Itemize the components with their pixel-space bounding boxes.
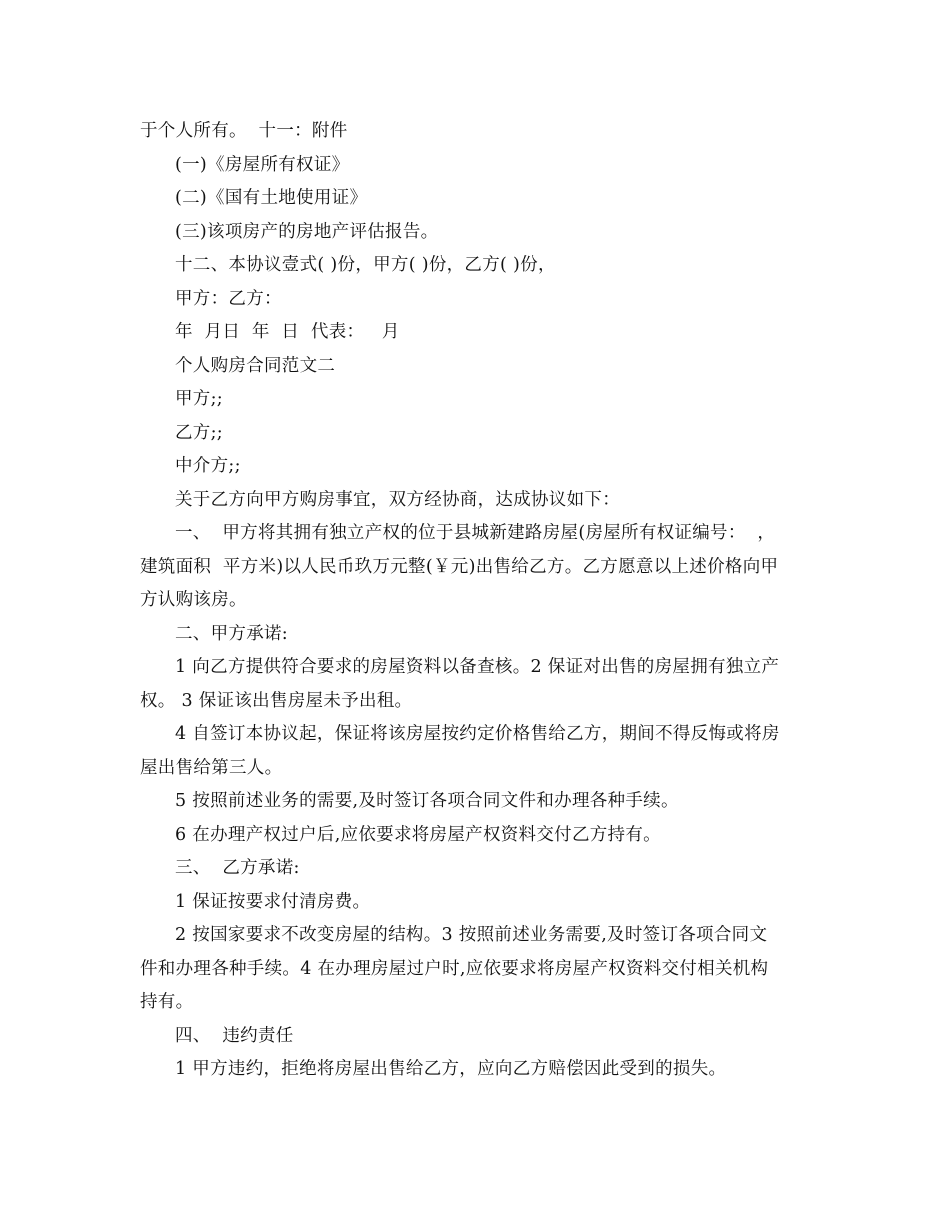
text-line: 个人购房合同范文二 <box>175 355 336 376</box>
text-line: (二)《国有土地使用证》 <box>175 188 368 208</box>
text-line: 1 向乙方提供符合要求的房屋资料以备查核。2 保证对出售的房屋拥有独立产 <box>175 657 780 677</box>
text-line: 屋出售给第三人。 <box>140 757 283 778</box>
text-line: 于个人所有。 十一：附件 <box>140 121 348 141</box>
text-line: (一)《房屋所有权证》 <box>175 154 350 175</box>
text-line: 件和办理各种手续。4 在办理房屋过户时,应依要求将房屋产权资料交付相关机构 <box>140 958 769 979</box>
text-line: 年 月日 年 日 代表： 月 <box>175 322 400 342</box>
text-line: 甲方：乙方： <box>175 288 282 309</box>
text-line: (三)该项房产的房地产评估报告。 <box>175 221 439 242</box>
text-line: 4 自签订本协议起，保证将该房屋按约定价格售给乙方，期间不得反悔或将房 <box>175 724 780 744</box>
text-line: 乙方;; <box>175 422 223 443</box>
text-line: 5 按照前述业务的需要,及时签订各项合同文件和办理各种手续。 <box>175 791 679 811</box>
text-line: 6 在办理产权过户后,应依要求将房屋产权资料交付乙方持有。 <box>175 824 661 845</box>
text-line: 方认购该房。 <box>140 590 247 610</box>
text-line: 2 按国家要求不改变房屋的结构。3 按照前述业务需要,及时签订各项合同文 <box>175 925 768 945</box>
text-line: 建筑面积 平方米)以人民币玖万元整(￥元)出售给乙方。乙方愿意以上述价格向甲 <box>140 556 779 577</box>
text-line: 权。 3 保证该出售房屋未予出租。 <box>140 690 413 711</box>
text-line: 甲方;; <box>175 389 223 409</box>
text-line: 持有。 <box>140 992 194 1012</box>
text-line: 关于乙方向甲方购房事宜，双方经协商，达成协议如下： <box>175 489 620 510</box>
text-line: 1 甲方违约，拒绝将房屋出售给乙方，应向乙方赔偿因此受到的损失。 <box>175 1059 727 1079</box>
text-line: 一、 甲方将其拥有独立产权的位于县城新建路房屋(房屋所有权证编号： ， <box>175 523 776 543</box>
text-line: 三、 乙方承诺: <box>175 858 300 878</box>
text-line: 十二、本协议壹式( )份，甲方( )份，乙方( )份， <box>175 255 556 275</box>
document-body <box>140 115 815 1087</box>
text-line: 1 保证按要求付清房费。 <box>175 891 371 912</box>
text-line: 中介方;; <box>175 456 241 476</box>
text-line: 二、甲方承诺: <box>175 623 288 644</box>
text-line: 四、 违约责任 <box>175 1025 294 1046</box>
